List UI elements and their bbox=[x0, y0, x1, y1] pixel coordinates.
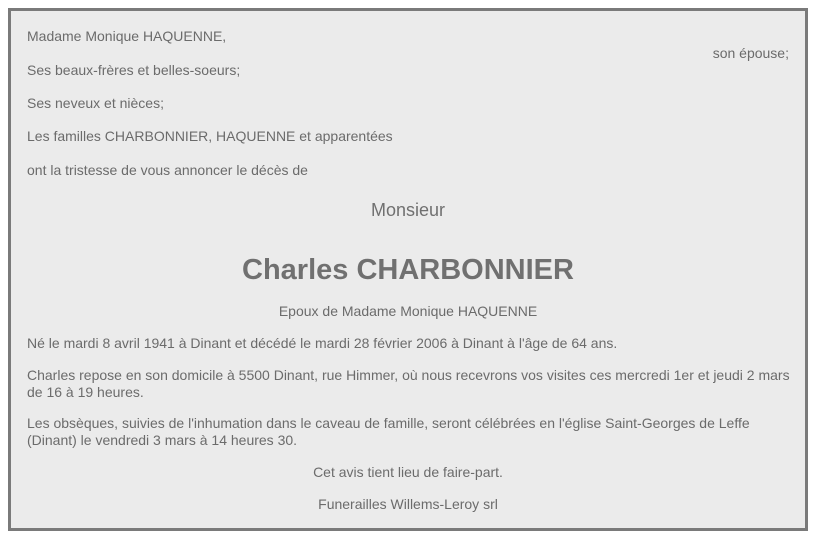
family-line-families: Les familles CHARBONNIER, HAQUENNE et apparentées bbox=[27, 128, 393, 144]
funeral-paragraph: Les obsèques, suivies de l'inhumation dans le caveau de famille, seront célébrées en l'église Saint-Georges de Leffe (Dinant) le vendredi 3 mars à 14 heures 30. bbox=[27, 415, 750, 448]
funeral-home: Funerailles Willems-Leroy srl bbox=[318, 496, 498, 512]
deceased-name: Charles CHARBONNIER bbox=[242, 254, 574, 286]
family-line-nephews: Ses neveux et nièces; bbox=[27, 95, 164, 111]
family-line-widow: Madame Monique HAQUENNE, bbox=[27, 28, 227, 44]
spouse-note: son épouse; bbox=[712, 45, 789, 61]
birth-death-paragraph: Né le mardi 8 avril 1941 à Dinant et décédé le mardi 28 février 2006 à Dinant à l'âge de 64 ans. bbox=[27, 335, 618, 351]
announcement-text: ont la tristesse de vous annoncer le décès de bbox=[27, 162, 308, 178]
spouse-line: Epoux de Madame Monique HAQUENNE bbox=[278, 303, 538, 319]
notice-statement: Cet avis tient lieu de faire-part. bbox=[313, 464, 503, 480]
rest-paragraph: Charles repose en son domicile à 5500 Dinant, rue Himmer, où nous recevrons vos visites ces mercredi 1er et jeudi 2 mars de 16 à 19 heures. bbox=[27, 367, 790, 400]
honorific-title: Monsieur bbox=[370, 200, 446, 220]
family-line-in-laws: Ses beaux-frères et belles-soeurs; bbox=[27, 62, 241, 78]
obituary-notice bbox=[8, 8, 808, 531]
